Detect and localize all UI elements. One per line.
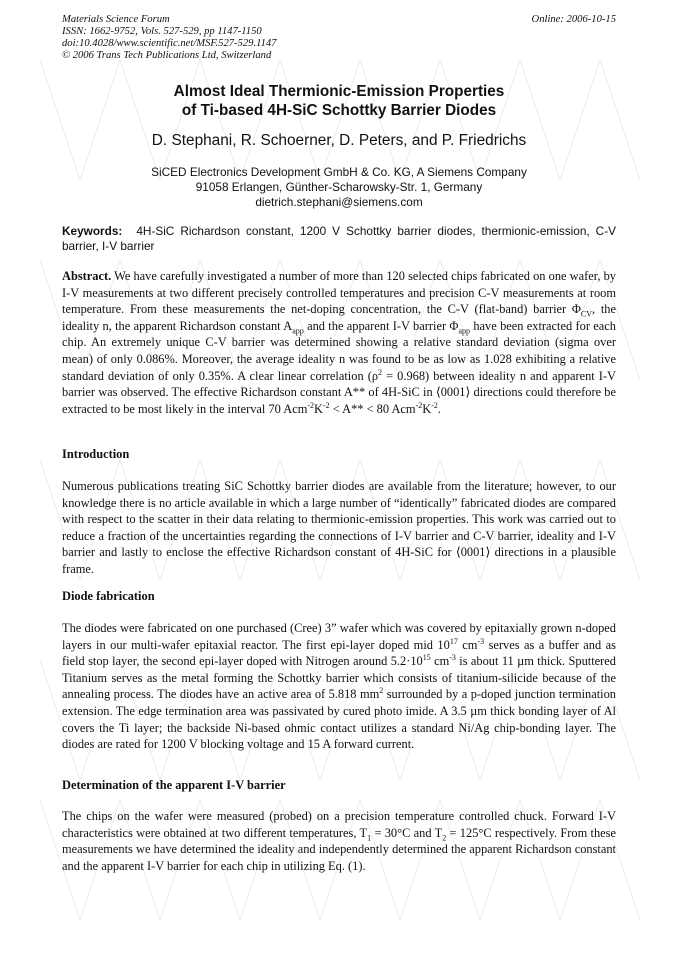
title-line-1: Almost Ideal Thermionic-Emission Properties <box>173 83 505 100</box>
affiliation-line-1: SiCED Electronics Development GmbH & Co. KG, A Siemens Company <box>151 165 527 179</box>
abstract-paragraph <box>62 268 616 417</box>
abstract-text: . <box>437 401 441 416</box>
journal-name: Materials Science Forum <box>62 14 170 25</box>
superscript: 17 <box>449 636 458 646</box>
keywords-block <box>62 224 616 254</box>
abstract-text: have been extracted for each chip. An extremely unique C-V barrier was determined showing a relative standard deviation (sigma over mean) of only 0.086%. Moreover, the average ideality n was found to be as low as 1.028 exhibiting a relative standard deviation of only 0.35%. A clear linear correlation (ρ <box>62 318 616 383</box>
fabrication-text: serves as a buffer and as field stop layer, the second epi-layer doped with Nitrogen around 5.2·10 <box>62 637 616 669</box>
abstract-label: Abstract. <box>62 269 112 283</box>
subscript: app <box>292 326 304 336</box>
issn-line: ISSN: 1662-9752, Vols. 527-529, pp 1147-1150 <box>62 26 262 37</box>
title-line-2: of Ti-based 4H-SiC Schottky Barrier Diodes <box>181 102 497 119</box>
fabrication-text: surrounded by a p-doped junction termination extension. The edge termination area was passivated by cured photo imide. A 3.5 µm thick bonding layer of Al covers the Ti layer; the backside Ni-based ohmic contact utilizes a standard Ni/Ag chip-bonding layer. The diodes are rated for 1200 V blocking voltage and 15 A forward current. <box>62 687 616 752</box>
online-date: Online: 2006-10-15 <box>531 14 616 25</box>
author-list: D. Stephani, R. Schoerner, D. Peters, and P. Friedrichs <box>151 132 527 149</box>
fabrication-text: The diodes were fabricated on one purchased (Cree) 3” wafer which was covered by epitaxially grown n-doped layers in our multi-wafer epitaxial reactor. The first epi-layer doped mid 10 <box>62 621 616 652</box>
copyright-line: © 2006 Trans Tech Publications Ltd, Switzerland <box>62 50 272 61</box>
abstract-text: We have carefully investigated a number of more than 120 selected chips fabricated on one wafer, by I-V measurements at two different precisely controlled temperatures and precision C-V measurements at room temperature. From these measurements the net-doping concentration, the C-V (flat-band) barrier Φ <box>62 269 616 317</box>
superscript: -2 <box>431 400 438 410</box>
section-heading-introduction: Introduction <box>62 447 130 461</box>
fabrication-text: cm <box>430 654 450 669</box>
subscript: CV <box>580 309 593 319</box>
abstract-text: K <box>422 401 432 416</box>
paper-title <box>62 82 616 120</box>
fabrication-paragraph <box>62 620 616 753</box>
superscript: -2 <box>322 400 330 410</box>
abstract-text: < A** < 80 Acm <box>329 401 416 416</box>
fabrication-text: cm <box>457 637 478 652</box>
doi-line: doi:10.4028/www.scientific.net/MSF.527-529.1147 <box>62 38 277 49</box>
iv-barrier-text: = 125°C respectively. From these measurements we have determined the ideality and independently determined the apparent Richardson constant and the apparent I-V barrier for each chip in utilizing Eq. (1). <box>62 825 616 873</box>
superscript: -3 <box>449 653 456 663</box>
iv-barrier-text: = 30°C and T <box>371 825 443 840</box>
subscript: app <box>458 326 471 336</box>
superscript: 2 <box>379 686 384 696</box>
subscript: 2 <box>442 833 447 843</box>
keywords-text: 4H-SiC Richardson constant, 1200 V Schottky barrier diodes, thermionic-emission, C-V barrier, I-V barrier <box>62 224 616 253</box>
superscript: 2 <box>378 367 383 377</box>
superscript: -3 <box>477 636 485 646</box>
iv-barrier-text: The chips on the wafer were measured (probed) on a precision temperature controlled chuck. Forward I-V characteristics were obtained at two different temperatures, T <box>62 809 616 840</box>
affiliation <box>62 165 616 209</box>
subscript: 1 <box>367 833 372 843</box>
fabrication-text: is about 11 µm thick. Sputtered Titanium serves as the metal forming the Schottky barrier which consists of titanium-silicide because of the annealing process. The diodes have an active area of 5.818 mm <box>62 654 616 702</box>
journal-header <box>62 14 616 62</box>
abstract-text: and the apparent I-V barrier Φ <box>303 318 459 333</box>
author-email: dietrich.stephani@siemens.com <box>255 194 423 209</box>
abstract-text: , the ideality n, the apparent Richardson constant A <box>62 302 616 333</box>
abstract-text: = 0.968) between ideality n and apparent I-V barrier was observed. The effective Richardson constant A** of 4H-SiC in ⟨0001⟩ directions could therefore be extracted to be most likely in the interval 70 Acm <box>62 368 616 416</box>
section-heading-fabrication: Diode fabrication <box>62 589 155 603</box>
section-heading-iv-barrier: Determination of the apparent I-V barrier <box>62 778 286 792</box>
superscript: -2 <box>415 400 423 410</box>
keywords-label: Keywords: <box>62 224 123 238</box>
superscript: 15 <box>422 653 431 663</box>
affiliation-line-2: 91058 Erlangen, Günther-Scharowsky-Str. 1, Germany <box>195 179 483 194</box>
iv-barrier-paragraph <box>62 808 616 874</box>
abstract-text: K <box>314 401 323 416</box>
introduction-paragraph: Numerous publications treating SiC Schottky barrier diodes are available from the literature; however, to our knowledge there is no article available in which a large number of “identically” fabricated diodes are compared with respect to the scatter in their data relating to thermionic-emission properties. This work was carried out to reduce a fraction of the uncertainties regarding the connections of I-V barrier and C-V barrier, ideality and I-V barrier and lastly to enclose the effective Richardson constant of 4H-SiC for ⟨0001⟩ directions in a plausible frame. <box>62 479 616 576</box>
superscript: -2 <box>307 400 315 410</box>
